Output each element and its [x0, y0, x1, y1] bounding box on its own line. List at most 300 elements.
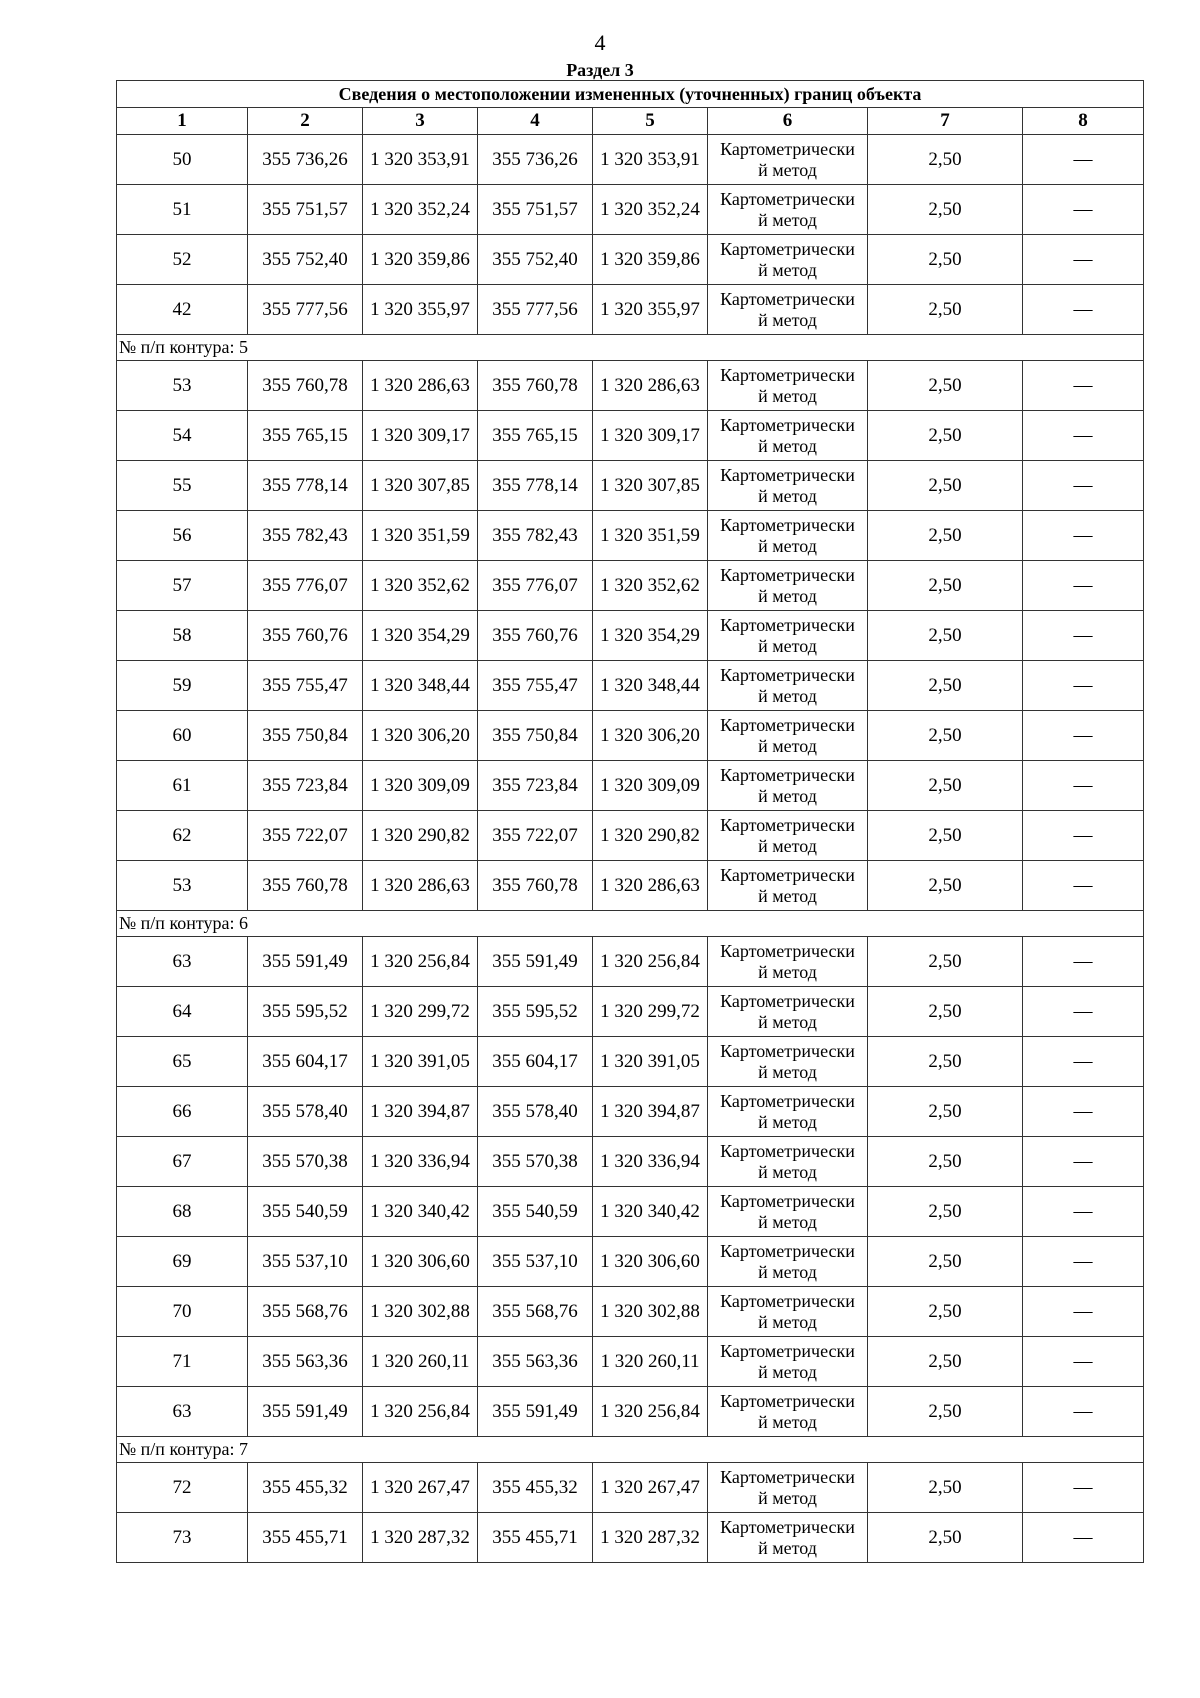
point-number-cell: 63	[117, 937, 248, 987]
existing-y-cell: 1 320 391,05	[363, 1037, 478, 1087]
method-cell	[708, 937, 868, 987]
table-row	[117, 511, 1144, 561]
point-number-cell: 69	[117, 1237, 248, 1287]
method-text-line2: й метод	[758, 885, 817, 906]
precision-cell: 2,50	[868, 1037, 1023, 1087]
method-text-line1: Картометрически	[720, 864, 855, 885]
new-x-cell: 355 751,57	[478, 185, 593, 235]
new-x-cell: 355 723,84	[478, 761, 593, 811]
method-text-line1: Картометрически	[720, 238, 855, 259]
existing-y-cell: 1 320 286,63	[363, 861, 478, 911]
point-number-cell: 53	[117, 861, 248, 911]
description-cell: —	[1023, 1337, 1144, 1387]
method-text-line2: й метод	[758, 735, 817, 756]
new-y-cell: 1 320 336,94	[593, 1137, 708, 1187]
precision-cell: 2,50	[868, 937, 1023, 987]
description-cell: —	[1023, 1513, 1144, 1563]
existing-x-cell: 355 751,57	[248, 185, 363, 235]
method-text-line2: й метод	[758, 1487, 817, 1508]
precision-cell: 2,50	[868, 361, 1023, 411]
point-number-cell: 71	[117, 1337, 248, 1387]
method-text-line2: й метод	[758, 1111, 817, 1132]
method-text-line1: Картометрически	[720, 1240, 855, 1261]
description-cell: —	[1023, 937, 1144, 987]
method-text-line1: Картометрически	[720, 1140, 855, 1161]
existing-x-cell: 355 782,43	[248, 511, 363, 561]
precision-cell: 2,50	[868, 1287, 1023, 1337]
point-number-cell: 52	[117, 235, 248, 285]
table-row	[117, 611, 1144, 661]
existing-y-cell: 1 320 351,59	[363, 511, 478, 561]
method-text-line2: й метод	[758, 1161, 817, 1182]
new-y-cell: 1 320 287,32	[593, 1513, 708, 1563]
existing-x-cell: 355 760,78	[248, 861, 363, 911]
new-y-cell: 1 320 309,17	[593, 411, 708, 461]
method-text-line2: й метод	[758, 961, 817, 982]
existing-y-cell: 1 320 309,17	[363, 411, 478, 461]
column-number: 6	[708, 108, 868, 135]
existing-y-cell: 1 320 307,85	[363, 461, 478, 511]
existing-x-cell: 355 722,07	[248, 811, 363, 861]
description-cell: —	[1023, 1463, 1144, 1513]
new-y-cell: 1 320 286,63	[593, 361, 708, 411]
existing-x-cell: 355 591,49	[248, 937, 363, 987]
new-y-cell: 1 320 353,91	[593, 135, 708, 185]
existing-y-cell: 1 320 354,29	[363, 611, 478, 661]
point-number-cell: 42	[117, 285, 248, 335]
point-number-cell: 53	[117, 361, 248, 411]
column-number: 4	[478, 108, 593, 135]
new-x-cell: 355 776,07	[478, 561, 593, 611]
method-cell	[708, 1237, 868, 1287]
table-row	[117, 761, 1144, 811]
existing-y-cell: 1 320 340,42	[363, 1187, 478, 1237]
existing-y-cell: 1 320 287,32	[363, 1513, 478, 1563]
method-text-line1: Картометрически	[720, 1340, 855, 1361]
existing-x-cell: 355 752,40	[248, 235, 363, 285]
existing-y-cell: 1 320 306,60	[363, 1237, 478, 1287]
point-number-cell: 57	[117, 561, 248, 611]
new-y-cell: 1 320 394,87	[593, 1087, 708, 1137]
column-number: 5	[593, 108, 708, 135]
description-cell: —	[1023, 987, 1144, 1037]
existing-x-cell: 355 736,26	[248, 135, 363, 185]
description-cell: —	[1023, 611, 1144, 661]
point-number-cell: 55	[117, 461, 248, 511]
existing-y-cell: 1 320 256,84	[363, 1387, 478, 1437]
method-cell	[708, 185, 868, 235]
point-number-cell: 56	[117, 511, 248, 561]
method-cell	[708, 611, 868, 661]
new-y-cell: 1 320 267,47	[593, 1463, 708, 1513]
method-text-line1: Картометрически	[720, 1290, 855, 1311]
precision-cell: 2,50	[868, 1337, 1023, 1387]
existing-x-cell: 355 455,71	[248, 1513, 363, 1563]
description-cell: —	[1023, 1087, 1144, 1137]
table-row	[117, 1513, 1144, 1563]
existing-x-cell: 355 540,59	[248, 1187, 363, 1237]
point-number-cell: 72	[117, 1463, 248, 1513]
method-cell	[708, 135, 868, 185]
precision-cell: 2,50	[868, 411, 1023, 461]
method-cell	[708, 1463, 868, 1513]
point-number-cell: 70	[117, 1287, 248, 1337]
description-cell: —	[1023, 1287, 1144, 1337]
new-y-cell: 1 320 256,84	[593, 1387, 708, 1437]
table-row	[117, 1237, 1144, 1287]
method-text-line2: й метод	[758, 159, 817, 180]
precision-cell: 2,50	[868, 661, 1023, 711]
method-text-line1: Картометрически	[720, 1190, 855, 1211]
point-number-cell: 64	[117, 987, 248, 1037]
point-number-cell: 61	[117, 761, 248, 811]
method-text-line1: Картометрически	[720, 1516, 855, 1537]
section-title: Раздел 3	[566, 60, 634, 80]
description-cell: —	[1023, 1387, 1144, 1437]
table-row	[117, 1287, 1144, 1337]
table-row	[117, 285, 1144, 335]
new-y-cell: 1 320 359,86	[593, 235, 708, 285]
new-x-cell: 355 455,71	[478, 1513, 593, 1563]
table-row	[117, 937, 1144, 987]
new-x-cell: 355 568,76	[478, 1287, 593, 1337]
description-cell: —	[1023, 135, 1144, 185]
table-row	[117, 661, 1144, 711]
precision-cell: 2,50	[868, 135, 1023, 185]
table-row	[117, 1137, 1144, 1187]
new-y-cell: 1 320 290,82	[593, 811, 708, 861]
description-cell: —	[1023, 285, 1144, 335]
existing-x-cell: 355 723,84	[248, 761, 363, 811]
description-cell: —	[1023, 411, 1144, 461]
new-y-cell: 1 320 302,88	[593, 1287, 708, 1337]
description-cell: —	[1023, 185, 1144, 235]
existing-x-cell: 355 776,07	[248, 561, 363, 611]
table-row	[117, 711, 1144, 761]
precision-cell: 2,50	[868, 861, 1023, 911]
table-row	[117, 411, 1144, 461]
new-y-cell: 1 320 354,29	[593, 611, 708, 661]
table-row	[117, 811, 1144, 861]
method-text-line2: й метод	[758, 1061, 817, 1082]
new-x-cell: 355 736,26	[478, 135, 593, 185]
table-row	[117, 1337, 1144, 1387]
existing-x-cell: 355 595,52	[248, 987, 363, 1037]
new-y-cell: 1 320 391,05	[593, 1037, 708, 1087]
column-number: 8	[1023, 108, 1144, 135]
column-number: 2	[248, 108, 363, 135]
new-y-cell: 1 320 260,11	[593, 1337, 708, 1387]
column-number-row	[117, 108, 1144, 135]
existing-x-cell: 355 568,76	[248, 1287, 363, 1337]
method-text-line1: Картометрически	[720, 764, 855, 785]
table-row	[117, 987, 1144, 1037]
new-y-cell: 1 320 299,72	[593, 987, 708, 1037]
method-text-line2: й метод	[758, 1361, 817, 1382]
new-x-cell: 355 778,14	[478, 461, 593, 511]
method-cell	[708, 861, 868, 911]
new-y-cell: 1 320 286,63	[593, 861, 708, 911]
precision-cell: 2,50	[868, 1187, 1023, 1237]
method-cell	[708, 235, 868, 285]
method-cell	[708, 511, 868, 561]
existing-y-cell: 1 320 353,91	[363, 135, 478, 185]
method-cell	[708, 1187, 868, 1237]
existing-x-cell: 355 778,14	[248, 461, 363, 511]
existing-x-cell: 355 578,40	[248, 1087, 363, 1137]
existing-x-cell: 355 755,47	[248, 661, 363, 711]
existing-y-cell: 1 320 352,24	[363, 185, 478, 235]
precision-cell: 2,50	[868, 1087, 1023, 1137]
contour-label: № п/п контура: 6	[117, 911, 1144, 937]
table-row	[117, 561, 1144, 611]
point-number-cell: 59	[117, 661, 248, 711]
method-text-line1: Картометрически	[720, 514, 855, 535]
table-row	[117, 1187, 1144, 1237]
existing-y-cell: 1 320 348,44	[363, 661, 478, 711]
existing-y-cell: 1 320 306,20	[363, 711, 478, 761]
table-row	[117, 1463, 1144, 1513]
existing-y-cell: 1 320 286,63	[363, 361, 478, 411]
existing-x-cell: 355 765,15	[248, 411, 363, 461]
new-y-cell: 1 320 352,62	[593, 561, 708, 611]
new-x-cell: 355 752,40	[478, 235, 593, 285]
contour-header-row	[117, 335, 1144, 361]
table-caption: Сведения о местоположении измененных (уточненных) границ объекта	[117, 81, 1144, 108]
method-text-line2: й метод	[758, 1537, 817, 1558]
precision-cell: 2,50	[868, 611, 1023, 661]
description-cell: —	[1023, 811, 1144, 861]
point-number-cell: 60	[117, 711, 248, 761]
precision-cell: 2,50	[868, 235, 1023, 285]
new-x-cell: 355 591,49	[478, 937, 593, 987]
description-cell: —	[1023, 361, 1144, 411]
method-cell	[708, 1513, 868, 1563]
method-cell	[708, 1137, 868, 1187]
method-text-line1: Картометрически	[720, 1466, 855, 1487]
existing-y-cell: 1 320 290,82	[363, 811, 478, 861]
method-cell	[708, 1337, 868, 1387]
precision-cell: 2,50	[868, 285, 1023, 335]
existing-y-cell: 1 320 260,11	[363, 1337, 478, 1387]
precision-cell: 2,50	[868, 561, 1023, 611]
existing-x-cell: 355 537,10	[248, 1237, 363, 1287]
new-y-cell: 1 320 309,09	[593, 761, 708, 811]
method-text-line1: Картометрически	[720, 1040, 855, 1061]
existing-y-cell: 1 320 359,86	[363, 235, 478, 285]
existing-y-cell: 1 320 352,62	[363, 561, 478, 611]
method-cell	[708, 761, 868, 811]
method-text-line2: й метод	[758, 1411, 817, 1432]
existing-x-cell: 355 455,32	[248, 1463, 363, 1513]
precision-cell: 2,50	[868, 811, 1023, 861]
new-y-cell: 1 320 352,24	[593, 185, 708, 235]
existing-y-cell: 1 320 256,84	[363, 937, 478, 987]
description-cell: —	[1023, 861, 1144, 911]
method-text-line2: й метод	[758, 1311, 817, 1332]
description-cell: —	[1023, 511, 1144, 561]
new-x-cell: 355 563,36	[478, 1337, 593, 1387]
existing-y-cell: 1 320 302,88	[363, 1287, 478, 1337]
point-number-cell: 63	[117, 1387, 248, 1437]
method-text-line1: Картометрически	[720, 138, 855, 159]
page-number: 4	[594, 30, 606, 55]
method-cell	[708, 1387, 868, 1437]
method-text-line2: й метод	[758, 635, 817, 656]
method-text-line2: й метод	[758, 835, 817, 856]
table-row	[117, 461, 1144, 511]
method-cell	[708, 711, 868, 761]
table-row	[117, 861, 1144, 911]
point-number-cell: 62	[117, 811, 248, 861]
contour-header-row	[117, 1437, 1144, 1463]
method-text-line1: Картометрически	[720, 714, 855, 735]
new-x-cell: 355 722,07	[478, 811, 593, 861]
method-cell	[708, 1287, 868, 1337]
description-cell: —	[1023, 1037, 1144, 1087]
column-number: 7	[868, 108, 1023, 135]
method-text-line2: й метод	[758, 1261, 817, 1282]
method-text-line1: Картометрически	[720, 814, 855, 835]
point-number-cell: 51	[117, 185, 248, 235]
method-cell	[708, 361, 868, 411]
method-text-line2: й метод	[758, 685, 817, 706]
precision-cell: 2,50	[868, 1387, 1023, 1437]
method-cell	[708, 285, 868, 335]
new-y-cell: 1 320 340,42	[593, 1187, 708, 1237]
description-cell: —	[1023, 711, 1144, 761]
precision-cell: 2,50	[868, 511, 1023, 561]
existing-y-cell: 1 320 355,97	[363, 285, 478, 335]
precision-cell: 2,50	[868, 711, 1023, 761]
method-text-line1: Картометрически	[720, 188, 855, 209]
method-text-line1: Картометрически	[720, 940, 855, 961]
point-number-cell: 66	[117, 1087, 248, 1137]
method-text-line1: Картометрически	[720, 990, 855, 1011]
new-x-cell: 355 595,52	[478, 987, 593, 1037]
method-text-line2: й метод	[758, 385, 817, 406]
new-y-cell: 1 320 355,97	[593, 285, 708, 335]
method-text-line2: й метод	[758, 435, 817, 456]
method-text-line1: Картометрически	[720, 288, 855, 309]
existing-x-cell: 355 570,38	[248, 1137, 363, 1187]
new-x-cell: 355 750,84	[478, 711, 593, 761]
description-cell: —	[1023, 561, 1144, 611]
method-cell	[708, 1087, 868, 1137]
method-text-line1: Картометрически	[720, 614, 855, 635]
point-number-cell: 65	[117, 1037, 248, 1087]
method-cell	[708, 561, 868, 611]
method-text-line2: й метод	[758, 1211, 817, 1232]
description-cell: —	[1023, 1137, 1144, 1187]
method-text-line2: й метод	[758, 485, 817, 506]
precision-cell: 2,50	[868, 1513, 1023, 1563]
method-text-line1: Картометрически	[720, 564, 855, 585]
new-y-cell: 1 320 306,20	[593, 711, 708, 761]
method-text-line1: Картометрически	[720, 664, 855, 685]
new-x-cell: 355 777,56	[478, 285, 593, 335]
column-number: 1	[117, 108, 248, 135]
description-cell: —	[1023, 461, 1144, 511]
point-number-cell: 54	[117, 411, 248, 461]
method-cell	[708, 661, 868, 711]
table-row	[117, 1387, 1144, 1437]
new-x-cell: 355 578,40	[478, 1087, 593, 1137]
point-number-cell: 73	[117, 1513, 248, 1563]
new-x-cell: 355 591,49	[478, 1387, 593, 1437]
existing-y-cell: 1 320 336,94	[363, 1137, 478, 1187]
table-row	[117, 135, 1144, 185]
method-text-line1: Картометрически	[720, 1390, 855, 1411]
existing-y-cell: 1 320 394,87	[363, 1087, 478, 1137]
point-number-cell: 50	[117, 135, 248, 185]
method-text-line1: Картометрически	[720, 364, 855, 385]
new-y-cell: 1 320 307,85	[593, 461, 708, 511]
table-row	[117, 1037, 1144, 1087]
new-x-cell: 355 755,47	[478, 661, 593, 711]
new-x-cell: 355 760,78	[478, 861, 593, 911]
method-text-line2: й метод	[758, 259, 817, 280]
precision-cell: 2,50	[868, 1463, 1023, 1513]
description-cell: —	[1023, 761, 1144, 811]
method-cell	[708, 987, 868, 1037]
new-x-cell: 355 760,76	[478, 611, 593, 661]
existing-x-cell: 355 604,17	[248, 1037, 363, 1087]
new-x-cell: 355 537,10	[478, 1237, 593, 1287]
existing-x-cell: 355 777,56	[248, 285, 363, 335]
description-cell: —	[1023, 1187, 1144, 1237]
new-x-cell: 355 455,32	[478, 1463, 593, 1513]
new-y-cell: 1 320 256,84	[593, 937, 708, 987]
new-x-cell: 355 604,17	[478, 1037, 593, 1087]
description-cell: —	[1023, 661, 1144, 711]
method-cell	[708, 811, 868, 861]
method-text-line1: Картометрически	[720, 1090, 855, 1111]
new-x-cell: 355 765,15	[478, 411, 593, 461]
precision-cell: 2,50	[868, 1137, 1023, 1187]
contour-header-row	[117, 911, 1144, 937]
method-text-line2: й метод	[758, 1011, 817, 1032]
column-number: 3	[363, 108, 478, 135]
existing-x-cell: 355 591,49	[248, 1387, 363, 1437]
method-text-line1: Картометрически	[720, 414, 855, 435]
new-x-cell: 355 760,78	[478, 361, 593, 411]
precision-cell: 2,50	[868, 461, 1023, 511]
precision-cell: 2,50	[868, 761, 1023, 811]
new-y-cell: 1 320 348,44	[593, 661, 708, 711]
boundary-coordinates-table	[116, 80, 1144, 1563]
new-x-cell: 355 782,43	[478, 511, 593, 561]
existing-x-cell: 355 760,76	[248, 611, 363, 661]
method-text-line2: й метод	[758, 785, 817, 806]
contour-label: № п/п контура: 7	[117, 1437, 1144, 1463]
table-row	[117, 185, 1144, 235]
method-cell	[708, 411, 868, 461]
new-x-cell: 355 570,38	[478, 1137, 593, 1187]
table-body	[117, 135, 1144, 1563]
point-number-cell: 58	[117, 611, 248, 661]
method-text-line2: й метод	[758, 535, 817, 556]
existing-y-cell: 1 320 309,09	[363, 761, 478, 811]
contour-label: № п/п контура: 5	[117, 335, 1144, 361]
method-cell	[708, 1037, 868, 1087]
method-text-line1: Картометрически	[720, 464, 855, 485]
existing-x-cell: 355 750,84	[248, 711, 363, 761]
description-cell: —	[1023, 1237, 1144, 1287]
table-row	[117, 1087, 1144, 1137]
precision-cell: 2,50	[868, 1237, 1023, 1287]
method-text-line2: й метод	[758, 309, 817, 330]
